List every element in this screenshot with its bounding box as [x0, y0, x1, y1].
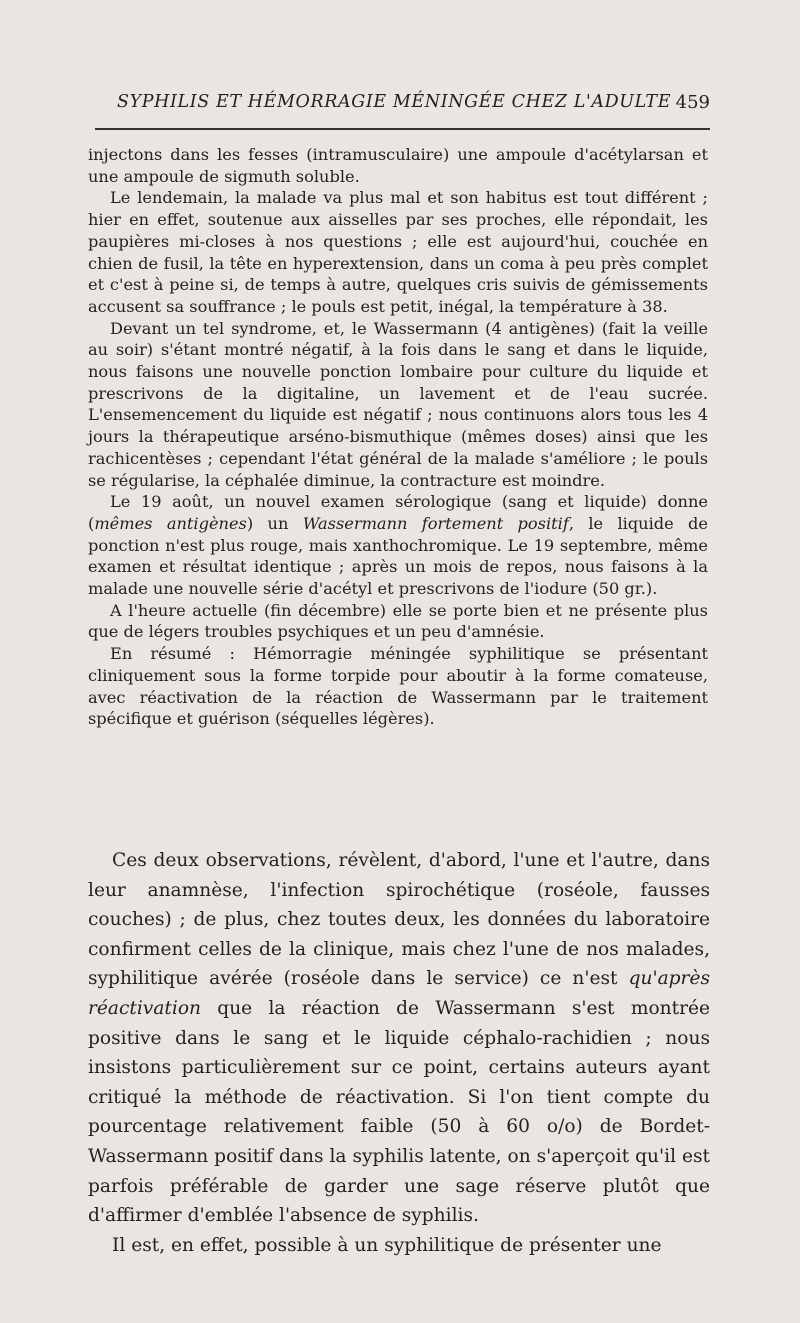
header-rule	[95, 128, 710, 130]
italic-text: qu'après réactivation	[88, 968, 710, 1019]
page-header	[95, 88, 710, 128]
text-run: Ces deux observations, révèlent, d'abord, l'une et l'autre, dans leur anamnèse, l'infection spirochétique (roséole, fausses couches) ; de plus, chez toutes deux, les données du laboratoire confirment celles de la clinique, mais chez l'une de nos malades, syphilitique avérée (roséole dans le service) ce n'est	[88, 850, 710, 990]
italic-text: Wassermann fortement positif	[302, 513, 569, 533]
paragraph	[88, 187, 708, 317]
text-run: ) un	[246, 513, 303, 533]
text-run: que la réaction de Wassermann s'est montrée positive dans le sang et le liquide céphalo-rachidien ; nous insistons particulièrement sur ce point, certains auteurs ayant critiqué la méthode de réactivation. Si l'on tient compte du pourcentage relativement faible (50 à 60 o/o) de Bordet-Wassermann positif dans la syphilis latente, on s'aperçoit qu'il est parfois préférable de garder une sage réserve plutôt que d'affirmer d'emblée l'absence de syphilis.	[88, 997, 710, 1227]
paragraph	[88, 1231, 710, 1261]
case-report-text	[88, 144, 708, 730]
text-run: En résumé : Hémorragie méningée syphilitique se présentant cliniquement sous la forme torpide pour aboutir à la forme comateuse, avec réactivation de la réaction de Wassermann par le traitement spécifique et guérison (séquelles légères).	[88, 644, 708, 729]
paragraph	[88, 491, 708, 600]
text-run: A l'heure actuelle (fin décembre) elle se porte bien et ne présente plus que de légers troubles psychiques et un peu d'amnésie.	[88, 600, 708, 642]
text-run: Le lendemain, la malade va plus mal et son habitus est tout différent ; hier en effet, soutenue aux aisselles par ses proches, elle répondait, les paupières mi-closes à nos questions ; elle est aujourd'hui, couchée en chien de fusil, la tête en hyperextension, dans un coma à peu près complet et c'est à peine si, de temps à autre, quelques cris suivis de gémissements accusent sa souffrance ; le pouls est petit, inégal, la température à 38.	[88, 188, 708, 316]
text-run: injectons dans les fesses (intramusculaire) une ampoule d'acétylarsan et une ampoule de sigmuth soluble.	[88, 145, 708, 186]
paragraph	[88, 600, 708, 643]
text-run: Devant un tel syndrome, et, le Wassermann (4 antigènes) (fait la veille au soir) s'étant montré négatif, à la fois dans le sang et dans le liquide, nous faisons une nouvelle ponction lombaire pour culture du liquide et prescrivons de la digitaline, un lavement et de l'eau sucrée. L'ensemencement du liquide est négatif ; nous continuons alors tous les 4 jours la thérapeutique arséno-bismuthique (mêmes doses) ainsi que les rachicentèses ; cependant l'état général de la malade s'améliore ; le pouls se régularise, la céphalée diminue, la contracture est moindre.	[88, 318, 708, 490]
text-run: , le liquide de ponction n'est plus rouge, mais xanthochromique. Le 19 septembre, même examen et résultat identique ; après un mois de repos, nous faisons à la malade une nouvelle série d'acétyl et prescrivons de l'iodure (50 gr.).	[88, 513, 708, 599]
paragraph	[88, 318, 708, 492]
paragraph	[88, 144, 708, 187]
paragraph	[88, 643, 708, 730]
running-title: SYPHILIS ET HÉMORRAGIE MÉNINGÉE CHEZ L'ADULTE	[117, 92, 672, 112]
page-number: 459	[675, 92, 710, 113]
paragraph	[88, 846, 710, 1231]
text-run: Le 19 août, un nouvel examen sérologique (sang et liquide) donne (	[88, 492, 708, 533]
text-run: Il est, en effet, possible à un syphilitique de présenter une	[112, 1234, 662, 1256]
italic-text: mêmes antigènes	[94, 513, 247, 533]
discussion-text	[88, 846, 710, 1260]
